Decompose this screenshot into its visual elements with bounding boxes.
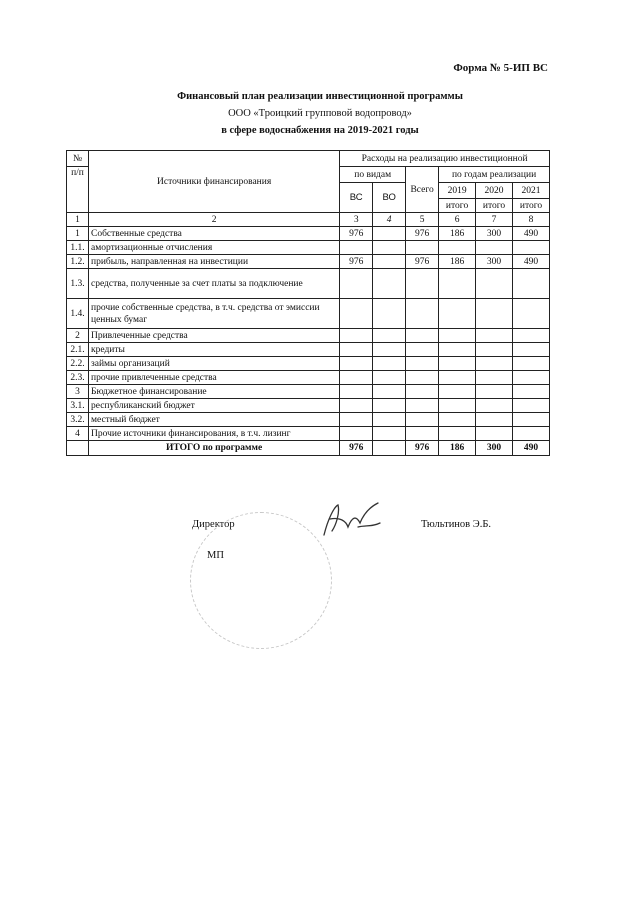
table-row <box>67 241 550 255</box>
row-value-vs <box>340 399 373 413</box>
row-source-name: средства, полученные за счет платы за подключение <box>88 269 339 299</box>
header-expenses: Расходы на реализацию инвестиционной <box>340 151 550 167</box>
row-number: 1.3. <box>67 269 89 299</box>
row-value-vo <box>373 269 406 299</box>
row-source-name: Прочие источники финансирования, в т.ч. лизинг <box>88 427 339 441</box>
row-value-total: 976 <box>406 227 439 241</box>
row-number: 2.1. <box>67 343 89 357</box>
header-sources: Источники финансирования <box>88 151 339 213</box>
row-value-y2019 <box>439 241 476 255</box>
row-number: 3.2. <box>67 413 89 427</box>
row-value-vs <box>340 241 373 255</box>
row-value-vo <box>373 413 406 427</box>
header-year-2021: 2021 <box>513 183 550 199</box>
row-source-name: амортизационные отчисления <box>88 241 339 255</box>
header-year-2019: 2019 <box>439 183 476 199</box>
colnum: 7 <box>476 213 513 227</box>
row-number: 2 <box>67 329 89 343</box>
total-2021: 490 <box>513 441 550 456</box>
row-source-name: республиканский бюджет <box>88 399 339 413</box>
table-row <box>67 269 550 299</box>
row-value-vo <box>373 357 406 371</box>
row-value-y2021 <box>513 357 550 371</box>
header-num-bottom: п/п <box>67 167 89 213</box>
row-number: 2.3. <box>67 371 89 385</box>
colnum: 2 <box>88 213 339 227</box>
row-source-name: прочие привлеченные средства <box>88 371 339 385</box>
row-value-y2021 <box>513 269 550 299</box>
header-itogo-2019: итого <box>439 199 476 213</box>
row-value-y2019 <box>439 357 476 371</box>
header-itogo-2020: итого <box>476 199 513 213</box>
row-value-y2021: 490 <box>513 227 550 241</box>
row-value-y2020 <box>476 385 513 399</box>
row-value-y2020 <box>476 399 513 413</box>
row-number: 1 <box>67 227 89 241</box>
row-number: 3.1. <box>67 399 89 413</box>
row-value-y2021 <box>513 299 550 329</box>
row-value-y2019 <box>439 371 476 385</box>
colnum: 4 <box>373 213 406 227</box>
row-value-y2021 <box>513 343 550 357</box>
row-value-y2019 <box>439 399 476 413</box>
table-body <box>67 227 550 441</box>
total-vo <box>373 441 406 456</box>
table-row <box>67 371 550 385</box>
row-value-y2019 <box>439 385 476 399</box>
row-source-name: Собственные средства <box>88 227 339 241</box>
form-number: Форма № 5-ИП ВС <box>453 62 548 74</box>
row-value-y2020 <box>476 357 513 371</box>
row-value-y2019 <box>439 299 476 329</box>
row-value-y2020 <box>476 329 513 343</box>
row-value-y2021 <box>513 385 550 399</box>
row-source-name: кредиты <box>88 343 339 357</box>
row-value-total <box>406 427 439 441</box>
row-value-vs <box>340 371 373 385</box>
row-value-y2019 <box>439 329 476 343</box>
colnum: 3 <box>340 213 373 227</box>
row-value-vo <box>373 241 406 255</box>
row-value-y2020 <box>476 427 513 441</box>
row-value-vo <box>373 343 406 357</box>
row-value-y2020 <box>476 371 513 385</box>
row-value-y2019 <box>439 269 476 299</box>
row-value-vo <box>373 399 406 413</box>
row-value-y2020: 300 <box>476 255 513 269</box>
row-value-vs <box>340 427 373 441</box>
table-row <box>67 329 550 343</box>
column-numbers-row <box>67 213 550 227</box>
title-line-2: ООО «Троицкий групповой водопровод» <box>228 108 412 119</box>
row-value-total <box>406 329 439 343</box>
row-source-name: местный бюджет <box>88 413 339 427</box>
row-value-vo <box>373 385 406 399</box>
total-all: 976 <box>406 441 439 456</box>
row-value-y2021 <box>513 241 550 255</box>
row-value-vs <box>340 343 373 357</box>
title-line-3: в сфере водоснабжения на 2019-2021 годы <box>221 125 419 136</box>
row-source-name: Бюджетное финансирование <box>88 385 339 399</box>
header-by-year: по годам реализации <box>439 167 550 183</box>
row-value-y2021 <box>513 399 550 413</box>
table-row <box>67 227 550 241</box>
signer-position: Директор <box>192 519 235 530</box>
row-value-y2021 <box>513 427 550 441</box>
row-source-name: прочие собственные средства, в т.ч. средства от эмиссии ценных бумаг <box>88 299 339 329</box>
stamp-seal <box>190 512 332 649</box>
colnum: 6 <box>439 213 476 227</box>
row-value-vs <box>340 329 373 343</box>
header-num-top: № <box>67 151 89 167</box>
header-itogo-2021: итого <box>513 199 550 213</box>
header-vs: ВС <box>340 183 373 213</box>
total-2019: 186 <box>439 441 476 456</box>
table-row <box>67 357 550 371</box>
row-value-vs: 976 <box>340 255 373 269</box>
row-source-name: прибыль, направленная на инвестиции <box>88 255 339 269</box>
title-line-1: Финансовый план реализации инвестиционной программы <box>177 91 463 102</box>
row-value-total <box>406 371 439 385</box>
row-value-vs <box>340 299 373 329</box>
row-value-vo <box>373 329 406 343</box>
row-value-y2020 <box>476 269 513 299</box>
table-row <box>67 399 550 413</box>
row-value-vo <box>373 255 406 269</box>
header-total: Всего <box>406 167 439 213</box>
row-value-vs <box>340 269 373 299</box>
row-value-vs <box>340 357 373 371</box>
row-value-vo <box>373 299 406 329</box>
signer-name: Тюльтинов Э.Б. <box>421 519 491 530</box>
row-value-y2020: 300 <box>476 227 513 241</box>
row-number: 1.2. <box>67 255 89 269</box>
row-number: 3 <box>67 385 89 399</box>
row-value-y2019 <box>439 343 476 357</box>
row-value-y2021 <box>513 371 550 385</box>
row-number: 2.2. <box>67 357 89 371</box>
colnum: 1 <box>67 213 89 227</box>
total-vs: 976 <box>340 441 373 456</box>
header-vo: ВО <box>373 183 406 213</box>
row-value-total <box>406 299 439 329</box>
row-value-total <box>406 413 439 427</box>
document-title <box>0 88 640 139</box>
row-value-y2020 <box>476 413 513 427</box>
row-value-y2021 <box>513 413 550 427</box>
row-value-vo <box>373 427 406 441</box>
colnum: 8 <box>513 213 550 227</box>
row-value-y2021: 490 <box>513 255 550 269</box>
financial-plan-table <box>66 150 550 456</box>
row-source-name: Привлеченные средства <box>88 329 339 343</box>
row-value-vs <box>340 385 373 399</box>
handwritten-signature <box>318 497 388 542</box>
table-row <box>67 299 550 329</box>
row-value-total <box>406 241 439 255</box>
total-row <box>67 441 550 456</box>
row-value-vs: 976 <box>340 227 373 241</box>
row-value-vo <box>373 371 406 385</box>
row-value-total <box>406 343 439 357</box>
row-value-y2019: 186 <box>439 227 476 241</box>
total-2020: 300 <box>476 441 513 456</box>
row-value-y2020 <box>476 299 513 329</box>
stamp-label: МП <box>207 550 224 561</box>
table-row <box>67 255 550 269</box>
row-value-y2021 <box>513 329 550 343</box>
row-value-y2019 <box>439 413 476 427</box>
row-number: 1.1. <box>67 241 89 255</box>
colnum: 5 <box>406 213 439 227</box>
row-value-total <box>406 357 439 371</box>
total-label: ИТОГО по программе <box>88 441 339 456</box>
row-value-total: 976 <box>406 255 439 269</box>
row-value-vo <box>373 227 406 241</box>
row-value-vs <box>340 413 373 427</box>
table-row <box>67 343 550 357</box>
header-year-2020: 2020 <box>476 183 513 199</box>
row-value-y2019: 186 <box>439 255 476 269</box>
row-value-total <box>406 399 439 413</box>
row-source-name: займы организаций <box>88 357 339 371</box>
row-number: 1.4. <box>67 299 89 329</box>
row-number: 4 <box>67 427 89 441</box>
row-value-y2020 <box>476 343 513 357</box>
table-row <box>67 413 550 427</box>
row-value-y2019 <box>439 427 476 441</box>
row-value-total <box>406 385 439 399</box>
table-row <box>67 385 550 399</box>
row-value-total <box>406 269 439 299</box>
table-row <box>67 427 550 441</box>
row-value-y2020 <box>476 241 513 255</box>
header-by-type: по видам <box>340 167 406 183</box>
